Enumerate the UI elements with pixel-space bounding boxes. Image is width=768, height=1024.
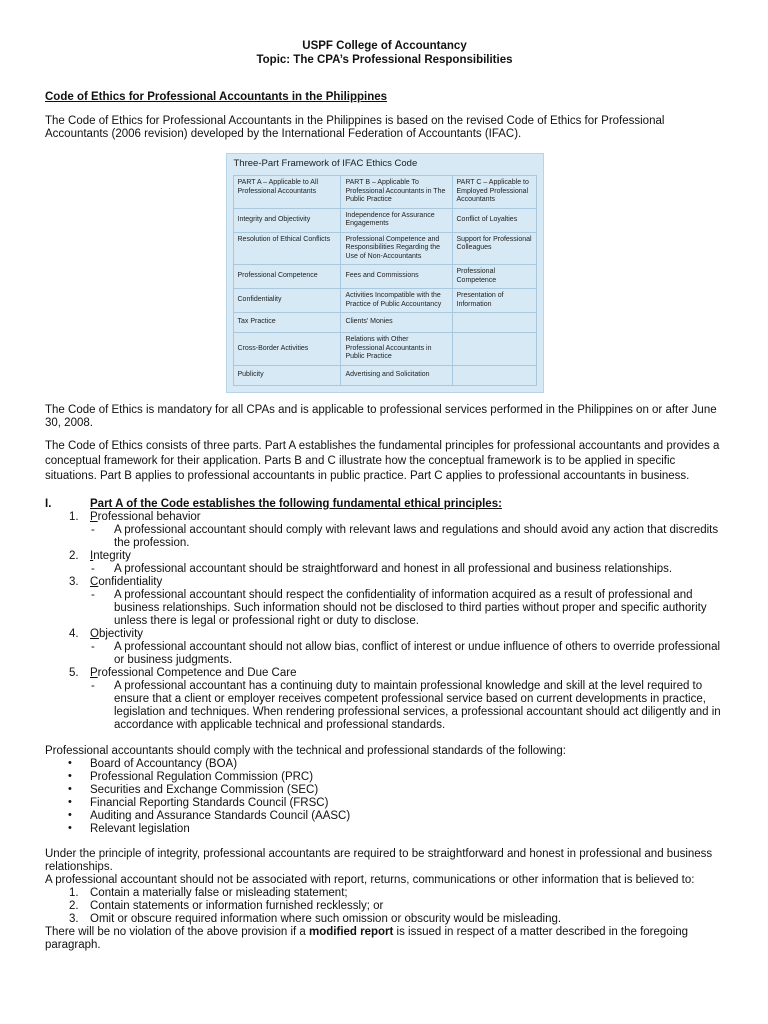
list-number: 1. [69,886,79,899]
standard-name: Relevant legislation [90,822,190,835]
dash-marker: - [91,562,95,575]
table-cell: Support for Professional Colleagues [452,232,536,265]
principle-title [90,550,724,563]
list-number: 5. [69,666,79,679]
framework-table [233,175,537,386]
table-row [233,333,536,366]
table-row [233,232,536,265]
principle-description-text: A professional accountant should be straightforward and honest in all professional and business relationships. [114,562,673,575]
college-name: USPF College of Accountancy [302,40,467,52]
principle-title-rest: bjectivity [98,627,144,640]
table-row [233,289,536,313]
table-row [233,365,536,385]
list-item [45,900,724,913]
table-cell: Activities Incompatible with the Practice of Public Accountancy [341,289,452,313]
principle-initial: O [90,627,99,640]
list-item [45,667,724,732]
dash-marker: - [91,679,95,692]
principle-description-text: A professional accountant should comply with relevant laws and regulations and should avoid any action that discredits the profession. [114,523,719,549]
table-cell: Professional Competence [452,265,536,289]
principle-description [90,680,724,732]
dash-marker: - [91,640,95,653]
table-cell: Clients’ Monies [341,313,452,333]
principle-description-text: A professional accountant has a continuing duty to maintain professional knowledge and skill at the level required to ensure that a client or employer receives competent professional service based on current developments in practice, legislation and techniques. When rendering professional services, a professional accountant should act diligently and in accordance with applicable technical and professional standards. [114,679,721,731]
association-paragraph: A professional accountant should not be associated with report, returns, communications or other information that is believed to: [45,873,695,886]
parts-paragraph: The Code of Ethics consists of three parts. Part A establishes the fundamental principles for professional accountants and provides a conceptual framework for their application. Parts B and C illustrate how the conceptual framework is to be applied in specific situations. Part B applies to professional accountants in public practice. Part C applies to professional accountants in business. [45,439,720,482]
bullet-marker: • [68,756,72,769]
modified-report-after: is issued in respect of a matter described in the foregoing paragraph. [45,925,689,951]
standard-name: Professional Regulation Commission (PRC) [90,770,314,783]
table-cell [452,333,536,366]
bullet-marker: • [68,782,72,795]
table-row [233,176,536,209]
table-cell: Fees and Commissions [341,265,452,289]
dash-marker: - [91,588,95,601]
list-item [45,823,724,836]
table-cell: Independence for Assurance Engagements [341,208,452,232]
dash-marker: - [91,523,95,536]
principle-description-text: A professional accountant should respect the confidentiality of information acquired as a result of professional and business relationships. Such information should not be disclosed to third parties without proper and specific authority unless there is legal or professional right or duty to disclose. [114,588,707,627]
list-number: 4. [69,627,79,640]
table-row [233,208,536,232]
list-number: 3. [69,912,79,925]
table-cell: Professional Competence [233,265,341,289]
condition-text: Omit or obscure required information where such omission or obscurity would be misleading. [90,912,562,925]
table-cell: Tax Practice [233,313,341,333]
list-item [45,550,724,576]
table-cell: Resolution of Ethical Conflicts [233,232,341,265]
principle-description-text: A professional accountant should not allow bias, conflict of interest or undue influence of others to override professional or business judgments. [114,640,721,666]
bullet-marker: • [68,795,72,808]
document-header [45,39,724,67]
table-cell: Professional Competence and Responsibilities Regarding the Use of Non-Accountants [341,232,452,265]
principle-initial: P [90,510,98,523]
condition-text: Contain a materially false or misleading statement; [90,886,348,899]
standard-name: Board of Accountancy (BOA) [90,757,238,770]
table-cell [452,365,536,385]
list-item [45,797,724,810]
section-i [45,498,724,732]
table-cell: Advertising and Solicitation [341,365,452,385]
list-item [45,810,724,823]
table-cell: Relations with Other Professional Accountants in Public Practice [341,333,452,366]
table-cell: PART A – Applicable to All Professional Accountants [233,176,341,209]
list-number: 1. [69,510,79,523]
principle-title [90,576,724,589]
principle-description [90,563,724,576]
topic-title: Topic: The CPA’s Professional Responsibilities [256,54,513,66]
list-item [45,511,724,550]
principle-initial: C [90,575,99,588]
conditions-list [45,887,724,926]
table-cell: Publicity [233,365,341,385]
intro-paragraph: The Code of Ethics for Professional Accountants in the Philippines is based on the revised Code of Ethics for Professional Accountants (2006 revision) developed by the International Federation of Accountants (IFAC). [45,115,665,140]
principle-initial: P [90,666,98,679]
principle-title-rest: rofessional Competence and Due Care [97,666,297,679]
table-cell: PART C – Applicable to Employed Professional Accountants [452,176,536,209]
bullet-marker: • [68,821,72,834]
standard-name: Auditing and Assurance Standards Council (AASC) [90,809,351,822]
table-cell: Integrity and Objectivity [233,208,341,232]
standard-name: Securities and Exchange Commission (SEC) [90,783,319,796]
list-item [45,771,724,784]
list-item [45,758,724,771]
framework-title: Three-Part Framework of IFAC Ethics Code [233,158,418,169]
standards-list [45,758,724,836]
modified-report-paragraph [45,926,724,952]
list-item [45,887,724,900]
principle-title [90,511,724,524]
principle-initial: I [90,549,94,562]
table-cell: Cross-Border Activities [233,333,341,366]
list-number: 2. [69,549,79,562]
section-i-heading-text: Part A of the Code establishes the following fundamental ethical principles: [90,497,502,510]
framework-figure [226,153,544,393]
table-cell: Presentation of Information [452,289,536,313]
list-item [45,913,724,926]
mandatory-paragraph: The Code of Ethics is mandatory for all CPAs and is applicable to professional services performed in the Philippines on or after June 30, 2008. [45,403,717,429]
bullet-marker: • [68,808,72,821]
list-item [45,784,724,797]
section-title: Code of Ethics for Professional Accountants in the Philippines [45,91,388,103]
table-cell: Confidentiality [233,289,341,313]
principle-title [90,667,724,680]
principle-title [90,628,724,641]
section-i-heading [45,498,724,511]
table-row [233,265,536,289]
principle-description [90,589,724,628]
principle-title-rest: rofessional behavior [97,510,201,523]
modified-report-before: There will be no violation of the above provision if a [45,925,310,938]
roman-numeral: I. [45,497,52,510]
principle-title-rest: onfidentiality [98,575,163,588]
modified-report-term: modified report [309,925,394,938]
principles-list [45,511,724,732]
table-cell: Conflict of Loyalties [452,208,536,232]
standards-intro: Professional accountants should comply with the technical and professional standards of the following: [45,744,566,757]
condition-text: Contain statements or information furnished recklessly; or [90,899,384,912]
list-item [45,576,724,628]
table-cell [452,313,536,333]
principle-description [90,641,724,667]
list-item [45,628,724,667]
list-number: 3. [69,575,79,588]
standard-name: Financial Reporting Standards Council (FRSC) [90,796,329,809]
bullet-marker: • [68,769,72,782]
principle-title-rest: ntegrity [93,549,131,562]
principle-description [90,524,724,550]
table-row [233,313,536,333]
integrity-paragraph: Under the principle of integrity, professional accountants are required to be straightforward and honest in professional and business relationships. [45,847,713,873]
table-cell: PART B – Applicable To Professional Accountants in The Public Practice [341,176,452,209]
list-number: 2. [69,899,79,912]
